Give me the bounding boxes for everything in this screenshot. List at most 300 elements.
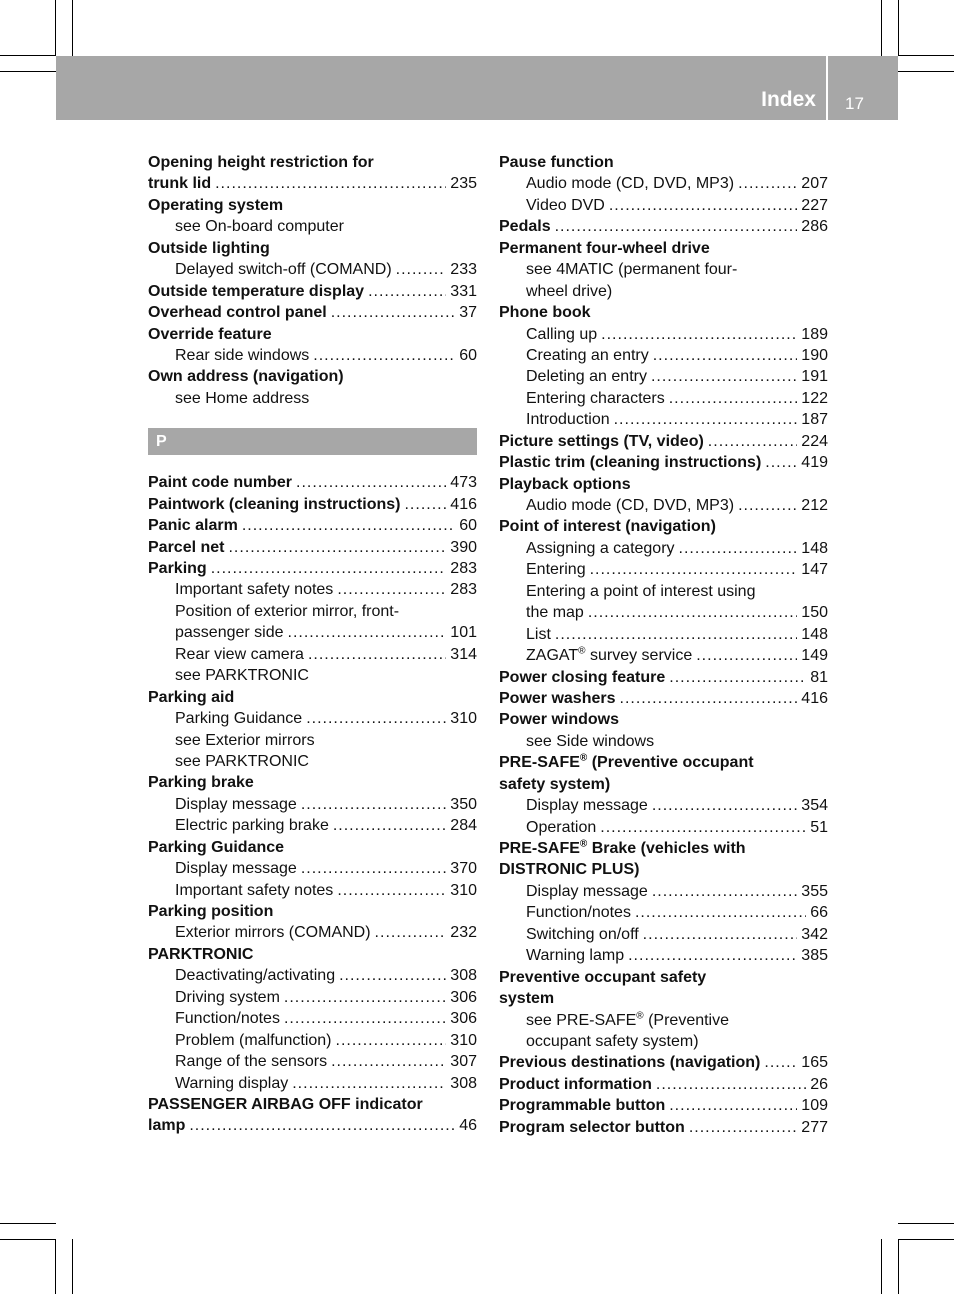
- index-entry-sub: [148, 1030, 477, 1051]
- entry-label: Previous destinations (navigation): [499, 1054, 761, 1072]
- index-entry-heading: [148, 1115, 477, 1136]
- entry-label: Deleting an entry: [526, 368, 647, 386]
- leader-dots: [669, 667, 806, 688]
- leader-dots: [301, 858, 446, 879]
- page-reference: 189: [801, 325, 828, 343]
- index-entry-heading: [148, 558, 477, 579]
- entry-label: Audio mode (CD, DVD, MP3): [526, 497, 735, 514]
- index-entry-heading: [148, 472, 477, 493]
- entry-text: [526, 1010, 729, 1031]
- entry-text: [499, 238, 710, 259]
- entry-text: [175, 730, 315, 751]
- index-entry-sub: [499, 495, 828, 516]
- entry-text: [499, 838, 746, 859]
- page-reference: 416: [450, 495, 477, 513]
- index-entry-sub: [499, 645, 828, 666]
- index-entry-heading: [148, 195, 477, 216]
- leader-dots: [337, 880, 446, 901]
- entry-label: Switching on/off: [526, 925, 639, 943]
- page-reference: 284: [450, 817, 477, 835]
- entry-text: [526, 945, 624, 966]
- entry-label: Assigning a category: [526, 539, 675, 557]
- index-entry-heading: [148, 944, 477, 965]
- page-reference: 233: [450, 261, 477, 279]
- index-entry-sub: [148, 987, 477, 1008]
- entry-label: Entering characters: [526, 389, 665, 407]
- entry-label: Paintwork (cleaning instructions): [148, 495, 401, 513]
- entry-label: Creating an entry: [526, 346, 649, 364]
- entry-text: [526, 581, 755, 602]
- entry-text: [148, 472, 292, 493]
- entry-text: [526, 559, 586, 580]
- leader-dots: [588, 602, 797, 623]
- leader-dots: [708, 431, 798, 452]
- page-reference: 310: [450, 1031, 477, 1049]
- entry-text: [526, 624, 551, 645]
- entry-label: Product information: [499, 1075, 652, 1093]
- crop-mark: [72, 1239, 73, 1294]
- index-entry-sub: [148, 922, 477, 943]
- entry-text: [148, 558, 207, 579]
- entry-text: [148, 515, 238, 536]
- entry-label: Parking Guidance: [175, 710, 303, 728]
- entry-label: PRE-SAFE: [499, 754, 580, 772]
- entry-text: [526, 731, 654, 752]
- crop-mark: [55, 0, 56, 56]
- index-list-p: [148, 472, 477, 1137]
- entry-label: see Home address: [175, 389, 310, 407]
- crop-mark: [898, 0, 899, 56]
- entry-label: Range of the sensors: [175, 1053, 328, 1071]
- index-entry-heading: [148, 515, 477, 536]
- entry-label: Opening height restriction for: [148, 154, 374, 171]
- entry-text: [148, 901, 273, 922]
- entry-text: [175, 388, 309, 409]
- entry-label-cont: Brake (vehicles with: [587, 840, 746, 857]
- entry-text: [148, 152, 374, 173]
- page-reference: 224: [801, 432, 828, 450]
- index-entry-sub: [499, 731, 828, 752]
- index-entry-heading: [148, 772, 477, 793]
- entry-label: Position of exterior mirror, front-: [175, 602, 400, 620]
- page-reference: 187: [801, 411, 828, 429]
- entry-label: Driving system: [175, 988, 280, 1006]
- entry-text: [526, 195, 605, 216]
- index-entry-heading: [148, 302, 477, 323]
- page-reference: 109: [801, 1097, 828, 1115]
- page-reference: 66: [810, 904, 828, 922]
- entry-text: [499, 752, 754, 773]
- entry-text: [526, 259, 737, 280]
- entry-label: see 4MATIC (permanent four-: [526, 261, 738, 279]
- index-entry-heading: [148, 152, 477, 173]
- page-reference: 46: [459, 1117, 477, 1135]
- header-divider: [826, 56, 828, 120]
- leader-dots: [189, 1115, 455, 1136]
- entry-text: [148, 772, 254, 793]
- entry-text: [526, 324, 597, 345]
- entry-label: Parking: [148, 560, 207, 577]
- entry-text: [148, 537, 224, 558]
- entry-label-cont: survey service: [585, 647, 693, 665]
- entry-text: [499, 516, 716, 537]
- index-entry-sub: [148, 1073, 477, 1094]
- page-reference: 51: [810, 818, 828, 836]
- entry-text: [499, 216, 551, 237]
- entry-text: [526, 602, 584, 623]
- crop-mark: [898, 71, 954, 72]
- index-entry-sub: [148, 644, 477, 665]
- index-entry-sub: [499, 902, 828, 923]
- index-entry-sub: [148, 579, 477, 600]
- page-reference: 416: [801, 689, 828, 707]
- entry-text: [526, 1031, 699, 1052]
- index-entry-heading: [499, 152, 828, 173]
- leader-dots: [215, 173, 446, 194]
- entry-text: [175, 665, 309, 686]
- leader-dots: [738, 495, 797, 516]
- leader-dots: [555, 624, 797, 645]
- index-entry-sub: [148, 794, 477, 815]
- index-entry-sub: [499, 259, 828, 280]
- leader-dots: [228, 537, 446, 558]
- entry-text: [175, 1073, 288, 1094]
- registered-mark: ®: [579, 752, 588, 764]
- leader-dots: [620, 688, 798, 709]
- crop-mark: [898, 1239, 899, 1294]
- entry-text: [175, 708, 302, 729]
- leader-dots: [333, 815, 446, 836]
- entry-label: Operating system: [148, 196, 284, 214]
- entry-text: [499, 688, 616, 709]
- page-reference: 283: [450, 581, 477, 599]
- entry-text: [526, 495, 734, 516]
- entry-label: Exterior mirrors (COMAND): [175, 924, 371, 942]
- page-reference: 310: [450, 881, 477, 899]
- leader-dots: [614, 409, 798, 430]
- index-entry-sub: [499, 173, 828, 194]
- leader-dots: [242, 515, 455, 536]
- index-entry-sub: [148, 216, 477, 237]
- entry-label: Parking Guidance: [148, 838, 285, 856]
- entry-text: [526, 281, 612, 302]
- entry-label: Parking brake: [148, 774, 254, 792]
- entry-text: [499, 1052, 760, 1073]
- page-reference: 308: [450, 1074, 477, 1092]
- index-entry-sub: [499, 559, 828, 580]
- entry-label: Outside temperature display: [148, 282, 365, 300]
- index-entry-sub: [499, 602, 828, 623]
- index-entry-sub: [148, 622, 477, 643]
- entry-label: Function/notes: [526, 904, 631, 922]
- index-entry-heading: [499, 431, 828, 452]
- page-reference: 122: [801, 389, 828, 407]
- entry-label: the map: [526, 604, 584, 622]
- page-reference: 350: [450, 795, 477, 813]
- entry-text: [499, 988, 554, 1009]
- entry-label: Plastic trim (cleaning instructions): [499, 454, 762, 472]
- entry-label: Own address (navigation): [148, 368, 344, 386]
- page-reference: 286: [801, 218, 828, 236]
- page-reference: 277: [801, 1118, 828, 1136]
- entry-label: Entering a point of interest using: [526, 582, 756, 600]
- page-reference: 314: [450, 645, 477, 663]
- page-reference: 306: [450, 988, 477, 1006]
- leader-dots: [764, 1052, 797, 1073]
- index-column-right: [499, 152, 828, 1138]
- entry-label-cont: (Preventive occupant: [587, 754, 754, 772]
- entry-label: Override feature: [148, 325, 272, 343]
- leader-dots: [331, 1051, 446, 1072]
- entry-text: [499, 967, 706, 988]
- entry-label: see Side windows: [526, 732, 655, 750]
- leader-dots: [600, 817, 806, 838]
- entry-label: PARKTRONIC: [148, 945, 254, 963]
- index-entry-heading: [148, 837, 477, 858]
- leader-dots: [689, 1117, 797, 1138]
- entry-label: Important safety notes: [175, 881, 334, 899]
- entry-text: [148, 1115, 185, 1136]
- leader-dots: [313, 345, 455, 366]
- leader-dots: [601, 324, 797, 345]
- page-reference: 150: [801, 604, 828, 622]
- crop-mark: [0, 71, 56, 72]
- entry-label: DISTRONIC PLUS): [499, 861, 640, 879]
- index-entry-sub: [148, 815, 477, 836]
- entry-label: Display message: [175, 860, 297, 878]
- entry-text: [175, 601, 399, 622]
- entry-text: [526, 388, 665, 409]
- entry-label: ZAGAT: [526, 647, 579, 665]
- entry-label: see PARKTRONIC: [175, 667, 309, 685]
- entry-text: [499, 152, 614, 173]
- entry-label: Warning lamp: [526, 947, 625, 965]
- entry-text: [526, 345, 649, 366]
- entry-label: Preventive occupant safety: [499, 968, 707, 986]
- entry-label: Power washers: [499, 689, 616, 707]
- entry-label: Function/notes: [175, 1010, 280, 1028]
- leader-dots: [738, 173, 797, 194]
- leader-dots: [288, 622, 447, 643]
- entry-text: [148, 195, 283, 216]
- entry-text: [175, 1030, 332, 1051]
- index-entry-sub: [148, 730, 477, 751]
- page-reference: 227: [801, 196, 828, 214]
- entry-label: see PARKTRONIC: [175, 752, 309, 770]
- index-entry-sub: [148, 665, 477, 686]
- index-entry-heading: [148, 366, 477, 387]
- entry-label-cont: (Preventive: [643, 1011, 730, 1029]
- index-entry-heading: [148, 1094, 477, 1115]
- entry-label: Display message: [526, 797, 648, 815]
- index-entry-heading: [499, 1095, 828, 1116]
- entry-text: [148, 366, 344, 387]
- entry-text: [526, 409, 610, 430]
- index-entry-heading: [499, 838, 828, 859]
- entry-label: Deactivating/activating: [175, 967, 336, 985]
- entry-label: Pedals: [499, 218, 551, 236]
- leader-dots: [669, 1095, 797, 1116]
- entry-text: [526, 173, 734, 194]
- index-entry-sub: [499, 538, 828, 559]
- crop-mark: [0, 1239, 56, 1240]
- entry-label: Parcel net: [148, 538, 225, 556]
- entry-text: [526, 366, 647, 387]
- index-entry-sub: [148, 880, 477, 901]
- entry-text: [526, 817, 596, 838]
- index-entry-sub: [148, 708, 477, 729]
- entry-label: Overhead control panel: [148, 304, 327, 322]
- leader-dots: [653, 345, 798, 366]
- page-reference: 385: [801, 947, 828, 965]
- entry-text: [175, 622, 284, 643]
- page-reference: 473: [450, 474, 477, 492]
- entry-text: [499, 774, 610, 795]
- index-entry-heading: [148, 238, 477, 259]
- entry-text: [499, 859, 639, 880]
- entry-text: [175, 259, 392, 280]
- index-entry-sub: [499, 795, 828, 816]
- entry-label: Panic alarm: [148, 517, 238, 535]
- entry-text: [526, 538, 675, 559]
- leader-dots: [651, 366, 797, 387]
- entry-label: see On-board computer: [175, 218, 344, 236]
- index-list-p-continued: [499, 152, 828, 1138]
- entry-label: Audio mode (CD, DVD, MP3): [526, 175, 735, 193]
- crop-mark: [72, 0, 73, 56]
- entry-text: [175, 579, 333, 600]
- index-entry-heading: [148, 494, 477, 515]
- entry-text: [148, 238, 270, 259]
- page-reference: 149: [801, 647, 828, 665]
- leader-dots: [396, 259, 447, 280]
- index-entry-heading: [499, 1052, 828, 1073]
- index-entry-heading: [499, 474, 828, 495]
- crop-mark: [0, 55, 56, 56]
- page-reference: 355: [801, 882, 828, 900]
- entry-label: Pause function: [499, 154, 614, 171]
- entry-text: [175, 815, 329, 836]
- leader-dots: [375, 922, 447, 943]
- page-reference: 354: [801, 797, 828, 815]
- entry-text: [526, 645, 692, 666]
- entry-text: [499, 1074, 652, 1095]
- leader-dots: [339, 965, 446, 986]
- entry-text: [175, 987, 280, 1008]
- entry-label: lamp: [148, 1117, 186, 1135]
- leader-dots: [404, 494, 446, 515]
- entry-text: [499, 302, 591, 323]
- leader-dots: [628, 945, 797, 966]
- entry-label: trunk lid: [148, 175, 212, 193]
- entry-label: Paint code number: [148, 474, 293, 492]
- page-reference: 283: [450, 560, 477, 577]
- leader-dots: [211, 558, 447, 579]
- leader-dots: [643, 924, 798, 945]
- entry-label: Rear view camera: [175, 645, 304, 663]
- leader-dots: [306, 708, 446, 729]
- leader-dots: [765, 452, 797, 473]
- entry-text: [175, 1008, 280, 1029]
- entry-text: [175, 858, 297, 879]
- page-reference: 342: [801, 925, 828, 943]
- index-list-o: [148, 152, 477, 409]
- entry-label: Power windows: [499, 711, 620, 729]
- entry-text: [175, 880, 333, 901]
- registered-mark: ®: [636, 1010, 644, 1022]
- entry-label: Warning display: [175, 1074, 289, 1092]
- index-entry-sub: [499, 195, 828, 216]
- index-entry-heading: [499, 1117, 828, 1138]
- entry-label: Important safety notes: [175, 581, 334, 599]
- entry-label: Introduction: [526, 411, 610, 429]
- leader-dots: [296, 472, 446, 493]
- entry-label: Electric parking brake: [175, 817, 329, 835]
- entry-text: [499, 667, 665, 688]
- leader-dots: [679, 538, 798, 559]
- entry-label: Rear side windows: [175, 346, 310, 364]
- entry-label: Outside lighting: [148, 239, 270, 257]
- entry-text: [148, 281, 364, 302]
- index-entry-heading: [499, 516, 828, 537]
- entry-text: [148, 837, 284, 858]
- index-entry-heading: [499, 709, 828, 730]
- entry-text: [499, 1095, 665, 1116]
- index-entry-heading: [148, 281, 477, 302]
- page-reference: 147: [801, 561, 828, 579]
- index-entry-sub: [499, 624, 828, 645]
- index-entry-sub: [148, 751, 477, 772]
- entry-text: [148, 173, 211, 194]
- entry-text: [526, 881, 648, 902]
- page-reference: 306: [450, 1010, 477, 1028]
- leader-dots: [652, 881, 797, 902]
- entry-text: [175, 965, 335, 986]
- page-reference: 419: [801, 454, 828, 472]
- entry-label: occupant safety system): [526, 1032, 699, 1050]
- index-entry-heading: [499, 752, 828, 773]
- page-reference: 148: [801, 625, 828, 643]
- crop-mark: [898, 1223, 954, 1224]
- page-reference: 190: [801, 346, 828, 364]
- entry-label: Phone book: [499, 304, 591, 322]
- page-reference: 81: [810, 668, 828, 686]
- leader-dots: [337, 579, 446, 600]
- index-entry-sub: [499, 366, 828, 387]
- leader-dots: [669, 388, 798, 409]
- index-entry-heading: [499, 967, 828, 988]
- entry-label: Programmable button: [499, 1097, 666, 1115]
- index-entry-sub: [148, 601, 477, 622]
- section-letter-band: P: [148, 428, 477, 455]
- entry-text: [526, 795, 648, 816]
- index-column-left: [148, 152, 477, 1137]
- entry-text: [526, 902, 631, 923]
- crop-mark: [881, 1239, 882, 1294]
- index-entry-heading: [499, 238, 828, 259]
- leader-dots: [336, 1030, 447, 1051]
- entry-text: [175, 751, 309, 772]
- page-reference: 165: [801, 1054, 828, 1072]
- leader-dots: [331, 302, 455, 323]
- entry-text: [499, 431, 704, 452]
- entry-label: PASSENGER AIRBAG OFF indicator: [148, 1095, 423, 1113]
- index-entry-sub: [499, 281, 828, 302]
- page-reference: 308: [450, 967, 477, 985]
- entry-text: [148, 1094, 423, 1115]
- page-reference: 331: [450, 282, 477, 300]
- page-reference: 60: [459, 346, 477, 364]
